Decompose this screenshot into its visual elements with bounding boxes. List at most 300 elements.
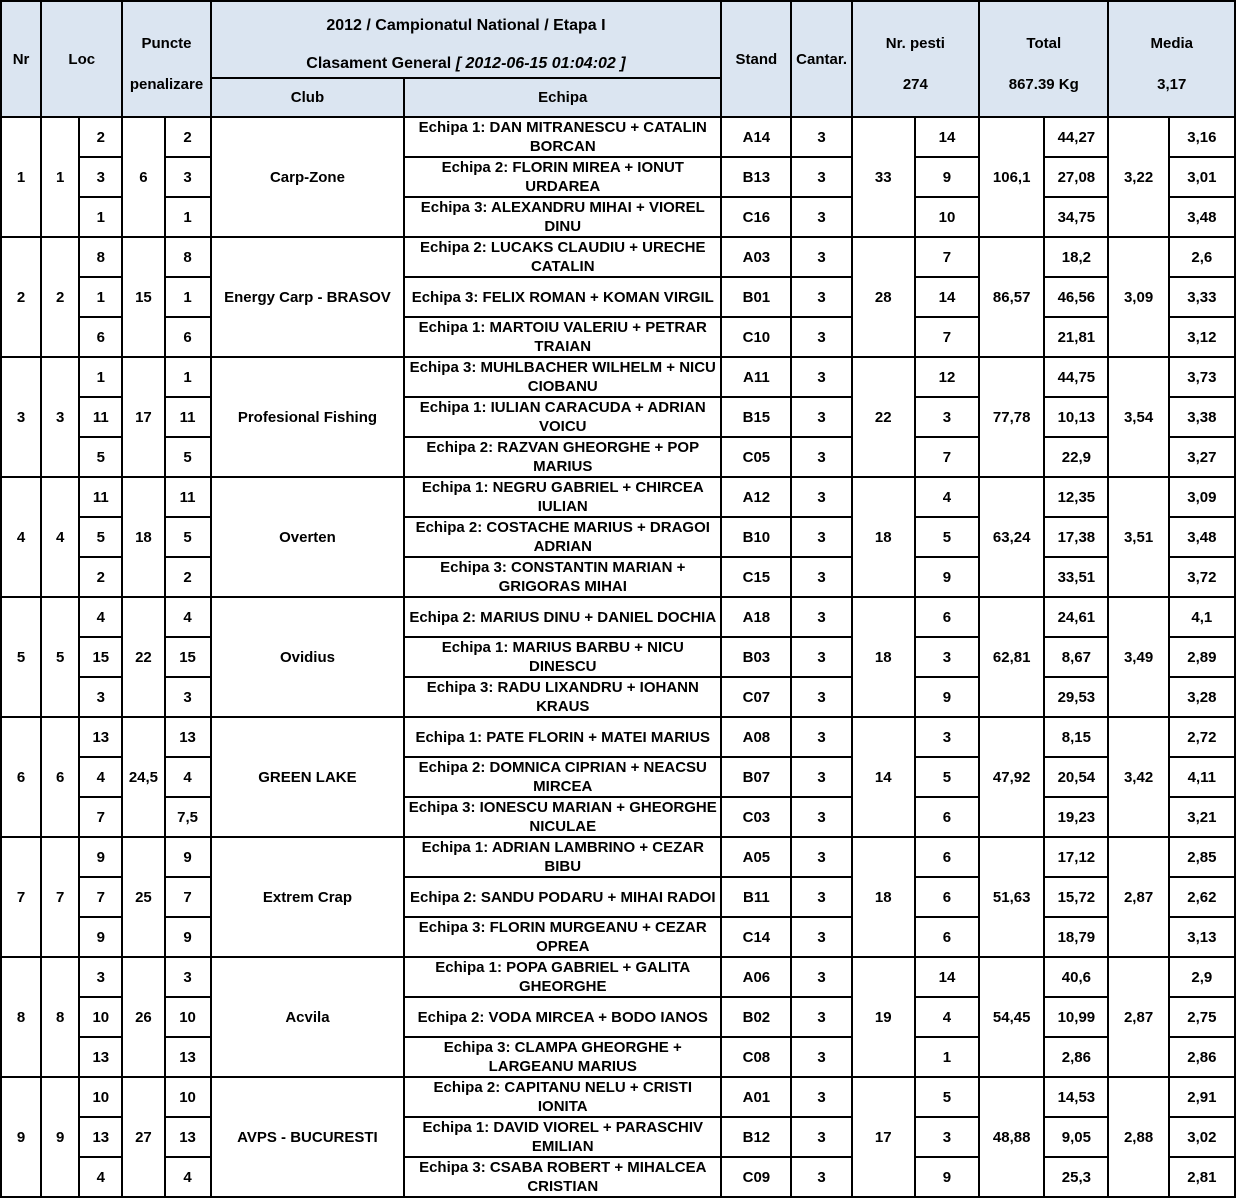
header-nr: Nr bbox=[1, 1, 41, 117]
nr-cell: 6 bbox=[1, 717, 41, 837]
media-group-cell: 3,09 bbox=[1108, 237, 1168, 357]
cantar-cell: 3 bbox=[791, 197, 851, 237]
media-group-cell: 3,22 bbox=[1108, 117, 1168, 237]
loc-team-cell: 13 bbox=[79, 1037, 122, 1077]
echipa-cell: Echipa 2: MARIUS DINU + DANIEL DOCHIA bbox=[404, 597, 721, 637]
penalizare-team-cell: 1 bbox=[165, 357, 211, 397]
loc-team-cell: 15 bbox=[79, 637, 122, 677]
loc-team-cell: 9 bbox=[79, 917, 122, 957]
stand-cell: B02 bbox=[721, 997, 791, 1037]
stand-cell: A14 bbox=[721, 117, 791, 157]
header-puncte-line1: Puncte bbox=[141, 35, 192, 52]
total-group-cell: 51,63 bbox=[979, 837, 1044, 957]
total-team-cell: 46,56 bbox=[1044, 277, 1108, 317]
stand-cell: C14 bbox=[721, 917, 791, 957]
pesti-team-cell: 3 bbox=[915, 1117, 979, 1157]
media-group-cell: 2,88 bbox=[1108, 1077, 1168, 1197]
penalizare-team-cell: 3 bbox=[165, 957, 211, 997]
echipa-cell: Echipa 2: SANDU PODARU + MIHAI RADOI bbox=[404, 877, 721, 917]
media-team-cell: 3,38 bbox=[1169, 397, 1235, 437]
loc-team-cell: 3 bbox=[79, 677, 122, 717]
team-row bbox=[1, 157, 1235, 197]
penalizare-team-cell: 13 bbox=[165, 717, 211, 757]
cantar-cell: 3 bbox=[791, 477, 851, 517]
media-team-cell: 3,01 bbox=[1169, 157, 1235, 197]
cantar-cell: 3 bbox=[791, 677, 851, 717]
header-nr-pesti-value: 274 bbox=[902, 76, 928, 93]
loc-team-cell: 13 bbox=[79, 1117, 122, 1157]
penalizare-group-cell: 17 bbox=[122, 357, 164, 477]
table-header bbox=[1, 1, 1235, 117]
title-clasament bbox=[214, 55, 719, 72]
team-row bbox=[1, 437, 1235, 477]
echipa-cell: Echipa 1: DAVID VIOREL + PARASCHIV EMILIAN bbox=[404, 1117, 721, 1157]
stand-cell: A05 bbox=[721, 837, 791, 877]
cantar-cell: 3 bbox=[791, 837, 851, 877]
pesti-team-cell: 9 bbox=[915, 677, 979, 717]
loc-team-cell: 4 bbox=[79, 597, 122, 637]
echipa-cell: Echipa 2: LUCAKS CLAUDIU + URECHE CATALIN bbox=[404, 237, 721, 277]
penalizare-team-cell: 4 bbox=[165, 1157, 211, 1197]
echipa-cell: Echipa 1: POPA GABRIEL + GALITA GHEORGHE bbox=[404, 957, 721, 997]
pesti-team-cell: 5 bbox=[915, 757, 979, 797]
stand-cell: A08 bbox=[721, 717, 791, 757]
cantar-cell: 3 bbox=[791, 557, 851, 597]
cantar-cell: 3 bbox=[791, 877, 851, 917]
team-row bbox=[1, 277, 1235, 317]
nr-cell: 3 bbox=[1, 357, 41, 477]
team-row bbox=[1, 837, 1235, 877]
club-cell: Acvila bbox=[211, 957, 405, 1077]
loc-group-cell: 5 bbox=[41, 597, 79, 717]
echipa-cell: Echipa 1: IULIAN CARACUDA + ADRIAN VOICU bbox=[404, 397, 721, 437]
total-team-cell: 10,99 bbox=[1044, 997, 1108, 1037]
stand-cell: A12 bbox=[721, 477, 791, 517]
pesti-team-cell: 4 bbox=[915, 477, 979, 517]
echipa-cell: Echipa 2: VODA MIRCEA + BODO IANOS bbox=[404, 997, 721, 1037]
loc-team-cell: 7 bbox=[79, 877, 122, 917]
penalizare-team-cell: 11 bbox=[165, 477, 211, 517]
penalizare-team-cell: 5 bbox=[165, 437, 211, 477]
pesti-team-cell: 6 bbox=[915, 877, 979, 917]
echipa-cell: Echipa 1: PATE FLORIN + MATEI MARIUS bbox=[404, 717, 721, 757]
penalizare-team-cell: 13 bbox=[165, 1037, 211, 1077]
pesti-team-cell: 14 bbox=[915, 957, 979, 997]
total-team-cell: 12,35 bbox=[1044, 477, 1108, 517]
penalizare-team-cell: 1 bbox=[165, 277, 211, 317]
cantar-cell: 3 bbox=[791, 397, 851, 437]
club-cell: AVPS - BUCURESTI bbox=[211, 1077, 405, 1197]
loc-group-cell: 1 bbox=[41, 117, 79, 237]
penalizare-team-cell: 5 bbox=[165, 517, 211, 557]
media-team-cell: 3,28 bbox=[1169, 677, 1235, 717]
media-team-cell: 3,13 bbox=[1169, 917, 1235, 957]
pesti-team-cell: 6 bbox=[915, 797, 979, 837]
penalizare-group-cell: 26 bbox=[122, 957, 164, 1077]
loc-group-cell: 8 bbox=[41, 957, 79, 1077]
echipa-cell: Echipa 1: DAN MITRANESCU + CATALIN BORCAN bbox=[404, 117, 721, 157]
cantar-cell: 3 bbox=[791, 997, 851, 1037]
team-row bbox=[1, 1037, 1235, 1077]
total-team-cell: 8,67 bbox=[1044, 637, 1108, 677]
total-group-cell: 106,1 bbox=[979, 117, 1044, 237]
penalizare-group-cell: 24,5 bbox=[122, 717, 164, 837]
header-media-label: Media bbox=[1150, 35, 1193, 52]
loc-team-cell: 6 bbox=[79, 317, 122, 357]
total-team-cell: 40,6 bbox=[1044, 957, 1108, 997]
total-team-cell: 15,72 bbox=[1044, 877, 1108, 917]
pesti-team-cell: 9 bbox=[915, 157, 979, 197]
cantar-cell: 3 bbox=[791, 517, 851, 557]
total-group-cell: 77,78 bbox=[979, 357, 1044, 477]
media-team-cell: 2,72 bbox=[1169, 717, 1235, 757]
penalizare-team-cell: 2 bbox=[165, 557, 211, 597]
header-total-value: 867.39 Kg bbox=[1008, 76, 1079, 93]
cantar-cell: 3 bbox=[791, 757, 851, 797]
total-team-cell: 29,53 bbox=[1044, 677, 1108, 717]
team-row bbox=[1, 477, 1235, 517]
cantar-cell: 3 bbox=[791, 1077, 851, 1117]
club-cell: Energy Carp - BRASOV bbox=[211, 237, 405, 357]
penalizare-team-cell: 7,5 bbox=[165, 797, 211, 837]
penalizare-team-cell: 3 bbox=[165, 157, 211, 197]
media-team-cell: 4,1 bbox=[1169, 597, 1235, 637]
pesti-group-cell: 33 bbox=[852, 117, 915, 237]
media-team-cell: 2,6 bbox=[1169, 237, 1235, 277]
echipa-cell: Echipa 3: CLAMPA GHEORGHE + LARGEANU MARIUS bbox=[404, 1037, 721, 1077]
pesti-team-cell: 5 bbox=[915, 517, 979, 557]
loc-team-cell: 7 bbox=[79, 797, 122, 837]
cantar-cell: 3 bbox=[791, 1037, 851, 1077]
nr-cell: 5 bbox=[1, 597, 41, 717]
loc-team-cell: 3 bbox=[79, 957, 122, 997]
team-row bbox=[1, 517, 1235, 557]
loc-team-cell: 2 bbox=[79, 117, 122, 157]
echipa-cell: Echipa 1: MARTOIU VALERIU + PETRAR TRAIAN bbox=[404, 317, 721, 357]
media-team-cell: 3,33 bbox=[1169, 277, 1235, 317]
team-row bbox=[1, 237, 1235, 277]
pesti-team-cell: 10 bbox=[915, 197, 979, 237]
stand-cell: B12 bbox=[721, 1117, 791, 1157]
stand-cell: C05 bbox=[721, 437, 791, 477]
media-group-cell: 2,87 bbox=[1108, 957, 1168, 1077]
penalizare-team-cell: 4 bbox=[165, 597, 211, 637]
media-team-cell: 3,21 bbox=[1169, 797, 1235, 837]
echipa-cell: Echipa 3: IONESCU MARIAN + GHEORGHE NICULAE bbox=[404, 797, 721, 837]
total-group-cell: 54,45 bbox=[979, 957, 1044, 1077]
penalizare-team-cell: 10 bbox=[165, 1077, 211, 1117]
media-team-cell: 3,73 bbox=[1169, 357, 1235, 397]
media-team-cell: 2,86 bbox=[1169, 1037, 1235, 1077]
stand-cell: C15 bbox=[721, 557, 791, 597]
penalizare-group-cell: 6 bbox=[122, 117, 164, 237]
penalizare-team-cell: 8 bbox=[165, 237, 211, 277]
media-team-cell: 3,48 bbox=[1169, 517, 1235, 557]
team-row bbox=[1, 1117, 1235, 1157]
header-media bbox=[1108, 1, 1235, 117]
header-media-value: 3,17 bbox=[1157, 76, 1187, 93]
stand-cell: B10 bbox=[721, 517, 791, 557]
header-puncte-line2: penalizare bbox=[129, 76, 204, 93]
pesti-team-cell: 1 bbox=[915, 1037, 979, 1077]
club-cell: Overten bbox=[211, 477, 405, 597]
pesti-team-cell: 6 bbox=[915, 917, 979, 957]
penalizare-team-cell: 3 bbox=[165, 677, 211, 717]
penalizare-team-cell: 9 bbox=[165, 917, 211, 957]
loc-group-cell: 9 bbox=[41, 1077, 79, 1197]
stand-cell: C10 bbox=[721, 317, 791, 357]
nr-cell: 2 bbox=[1, 237, 41, 357]
media-team-cell: 3,09 bbox=[1169, 477, 1235, 517]
media-group-cell: 3,54 bbox=[1108, 357, 1168, 477]
media-team-cell: 2,81 bbox=[1169, 1157, 1235, 1197]
total-group-cell: 86,57 bbox=[979, 237, 1044, 357]
header-loc: Loc bbox=[41, 1, 122, 117]
media-team-cell: 3,72 bbox=[1169, 557, 1235, 597]
pesti-team-cell: 3 bbox=[915, 637, 979, 677]
header-nr-pesti bbox=[852, 1, 979, 117]
total-team-cell: 34,75 bbox=[1044, 197, 1108, 237]
pesti-team-cell: 9 bbox=[915, 557, 979, 597]
media-team-cell: 2,62 bbox=[1169, 877, 1235, 917]
team-row bbox=[1, 717, 1235, 757]
loc-team-cell: 9 bbox=[79, 837, 122, 877]
echipa-cell: Echipa 2: RAZVAN GHEORGHE + POP MARIUS bbox=[404, 437, 721, 477]
loc-team-cell: 1 bbox=[79, 197, 122, 237]
cantar-cell: 3 bbox=[791, 717, 851, 757]
total-team-cell: 22,9 bbox=[1044, 437, 1108, 477]
team-row bbox=[1, 917, 1235, 957]
cantar-cell: 3 bbox=[791, 597, 851, 637]
pesti-group-cell: 28 bbox=[852, 237, 915, 357]
echipa-cell: Echipa 3: FLORIN MURGEANU + CEZAR OPREA bbox=[404, 917, 721, 957]
cantar-cell: 3 bbox=[791, 437, 851, 477]
media-team-cell: 4,11 bbox=[1169, 757, 1235, 797]
stand-cell: B11 bbox=[721, 877, 791, 917]
echipa-cell: Echipa 3: MUHLBACHER WILHELM + NICU CIOBANU bbox=[404, 357, 721, 397]
penalizare-group-cell: 18 bbox=[122, 477, 164, 597]
total-team-cell: 17,12 bbox=[1044, 837, 1108, 877]
cantar-cell: 3 bbox=[791, 1157, 851, 1197]
echipa-cell: Echipa 2: DOMNICA CIPRIAN + NEACSU MIRCEA bbox=[404, 757, 721, 797]
pesti-team-cell: 6 bbox=[915, 597, 979, 637]
pesti-group-cell: 14 bbox=[852, 717, 915, 837]
pesti-team-cell: 7 bbox=[915, 437, 979, 477]
media-team-cell: 3,12 bbox=[1169, 317, 1235, 357]
echipa-cell: Echipa 3: CONSTANTIN MARIAN + GRIGORAS MIHAI bbox=[404, 557, 721, 597]
penalizare-team-cell: 10 bbox=[165, 997, 211, 1037]
echipa-cell: Echipa 2: CAPITANU NELU + CRISTI IONITA bbox=[404, 1077, 721, 1117]
total-team-cell: 44,27 bbox=[1044, 117, 1108, 157]
pesti-group-cell: 18 bbox=[852, 597, 915, 717]
team-row bbox=[1, 637, 1235, 677]
pesti-team-cell: 3 bbox=[915, 397, 979, 437]
loc-team-cell: 4 bbox=[79, 1157, 122, 1197]
stand-cell: C09 bbox=[721, 1157, 791, 1197]
media-group-cell: 3,42 bbox=[1108, 717, 1168, 837]
total-team-cell: 21,81 bbox=[1044, 317, 1108, 357]
team-row bbox=[1, 317, 1235, 357]
nr-cell: 8 bbox=[1, 957, 41, 1077]
stand-cell: C03 bbox=[721, 797, 791, 837]
cantar-cell: 3 bbox=[791, 277, 851, 317]
loc-group-cell: 2 bbox=[41, 237, 79, 357]
penalizare-team-cell: 7 bbox=[165, 877, 211, 917]
echipa-cell: Echipa 3: FELIX ROMAN + KOMAN VIRGIL bbox=[404, 277, 721, 317]
pesti-team-cell: 9 bbox=[915, 1157, 979, 1197]
loc-team-cell: 2 bbox=[79, 557, 122, 597]
stand-cell: B15 bbox=[721, 397, 791, 437]
cantar-cell: 3 bbox=[791, 637, 851, 677]
pesti-group-cell: 18 bbox=[852, 477, 915, 597]
loc-team-cell: 11 bbox=[79, 397, 122, 437]
loc-team-cell: 13 bbox=[79, 717, 122, 757]
cantar-cell: 3 bbox=[791, 317, 851, 357]
loc-team-cell: 5 bbox=[79, 517, 122, 557]
media-team-cell: 3,27 bbox=[1169, 437, 1235, 477]
penalizare-team-cell: 6 bbox=[165, 317, 211, 357]
pesti-team-cell: 12 bbox=[915, 357, 979, 397]
pesti-group-cell: 18 bbox=[852, 837, 915, 957]
stand-cell: B07 bbox=[721, 757, 791, 797]
team-row bbox=[1, 757, 1235, 797]
stand-cell: A03 bbox=[721, 237, 791, 277]
title-date: [ 2012-06-15 01:04:02 ] bbox=[455, 55, 626, 72]
header-stand: Stand bbox=[721, 1, 791, 117]
pesti-group-cell: 22 bbox=[852, 357, 915, 477]
loc-team-cell: 4 bbox=[79, 757, 122, 797]
cantar-cell: 3 bbox=[791, 957, 851, 997]
cantar-cell: 3 bbox=[791, 357, 851, 397]
total-team-cell: 18,2 bbox=[1044, 237, 1108, 277]
team-row bbox=[1, 597, 1235, 637]
team-row bbox=[1, 677, 1235, 717]
penalizare-group-cell: 15 bbox=[122, 237, 164, 357]
pesti-group-cell: 19 bbox=[852, 957, 915, 1077]
total-team-cell: 27,08 bbox=[1044, 157, 1108, 197]
header-puncte-penalizare bbox=[122, 1, 210, 117]
pesti-team-cell: 7 bbox=[915, 237, 979, 277]
pesti-team-cell: 7 bbox=[915, 317, 979, 357]
stand-cell: A18 bbox=[721, 597, 791, 637]
title-clasament-prefix: Clasament General bbox=[306, 55, 456, 72]
header-nr-pesti-label: Nr. pesti bbox=[885, 35, 945, 52]
media-group-cell: 3,49 bbox=[1108, 597, 1168, 717]
loc-team-cell: 8 bbox=[79, 237, 122, 277]
header-club: Club bbox=[211, 78, 405, 117]
team-row bbox=[1, 357, 1235, 397]
team-row bbox=[1, 397, 1235, 437]
header-cantar: Cantar. bbox=[791, 1, 851, 117]
club-cell: Extrem Crap bbox=[211, 837, 405, 957]
cantar-cell: 3 bbox=[791, 157, 851, 197]
echipa-cell: Echipa 3: ALEXANDRU MIHAI + VIOREL DINU bbox=[404, 197, 721, 237]
nr-cell: 4 bbox=[1, 477, 41, 597]
header-total-label: Total bbox=[1026, 35, 1062, 52]
pesti-team-cell: 14 bbox=[915, 277, 979, 317]
team-row bbox=[1, 1157, 1235, 1197]
loc-team-cell: 1 bbox=[79, 357, 122, 397]
club-cell: Ovidius bbox=[211, 597, 405, 717]
penalizare-team-cell: 15 bbox=[165, 637, 211, 677]
stand-cell: B03 bbox=[721, 637, 791, 677]
total-team-cell: 8,15 bbox=[1044, 717, 1108, 757]
total-group-cell: 62,81 bbox=[979, 597, 1044, 717]
loc-team-cell: 10 bbox=[79, 997, 122, 1037]
penalizare-team-cell: 13 bbox=[165, 1117, 211, 1157]
total-team-cell: 33,51 bbox=[1044, 557, 1108, 597]
stand-cell: B13 bbox=[721, 157, 791, 197]
stand-cell: A11 bbox=[721, 357, 791, 397]
media-team-cell: 2,85 bbox=[1169, 837, 1235, 877]
media-group-cell: 3,51 bbox=[1108, 477, 1168, 597]
team-row bbox=[1, 997, 1235, 1037]
pesti-group-cell: 17 bbox=[852, 1077, 915, 1197]
total-team-cell: 20,54 bbox=[1044, 757, 1108, 797]
team-row bbox=[1, 557, 1235, 597]
echipa-cell: Echipa 1: NEGRU GABRIEL + CHIRCEA IULIAN bbox=[404, 477, 721, 517]
loc-group-cell: 3 bbox=[41, 357, 79, 477]
team-row bbox=[1, 197, 1235, 237]
stand-cell: C07 bbox=[721, 677, 791, 717]
stand-cell: C16 bbox=[721, 197, 791, 237]
penalizare-team-cell: 9 bbox=[165, 837, 211, 877]
nr-cell: 7 bbox=[1, 837, 41, 957]
header-echipa: Echipa bbox=[404, 78, 721, 117]
penalizare-team-cell: 2 bbox=[165, 117, 211, 157]
penalizare-group-cell: 25 bbox=[122, 837, 164, 957]
header-title bbox=[211, 1, 722, 78]
media-team-cell: 3,16 bbox=[1169, 117, 1235, 157]
title-competition: 2012 / Campionatul National / Etapa I bbox=[326, 17, 606, 34]
loc-team-cell: 1 bbox=[79, 277, 122, 317]
team-row bbox=[1, 1077, 1235, 1117]
pesti-team-cell: 14 bbox=[915, 117, 979, 157]
total-team-cell: 19,23 bbox=[1044, 797, 1108, 837]
loc-group-cell: 7 bbox=[41, 837, 79, 957]
stand-cell: B01 bbox=[721, 277, 791, 317]
echipa-cell: Echipa 3: CSABA ROBERT + MIHALCEA CRISTIAN bbox=[404, 1157, 721, 1197]
team-row bbox=[1, 957, 1235, 997]
stand-cell: C08 bbox=[721, 1037, 791, 1077]
club-cell: Carp-Zone bbox=[211, 117, 405, 237]
club-cell: GREEN LAKE bbox=[211, 717, 405, 837]
total-team-cell: 44,75 bbox=[1044, 357, 1108, 397]
team-row bbox=[1, 117, 1235, 157]
team-row bbox=[1, 797, 1235, 837]
echipa-cell: Echipa 2: FLORIN MIREA + IONUT URDAREA bbox=[404, 157, 721, 197]
total-team-cell: 18,79 bbox=[1044, 917, 1108, 957]
stand-cell: A01 bbox=[721, 1077, 791, 1117]
pesti-team-cell: 6 bbox=[915, 837, 979, 877]
penalizare-team-cell: 1 bbox=[165, 197, 211, 237]
loc-team-cell: 10 bbox=[79, 1077, 122, 1117]
media-group-cell: 2,87 bbox=[1108, 837, 1168, 957]
penalizare-group-cell: 22 bbox=[122, 597, 164, 717]
total-group-cell: 48,88 bbox=[979, 1077, 1044, 1197]
nr-cell: 1 bbox=[1, 117, 41, 237]
pesti-team-cell: 4 bbox=[915, 997, 979, 1037]
total-team-cell: 25,3 bbox=[1044, 1157, 1108, 1197]
media-team-cell: 3,02 bbox=[1169, 1117, 1235, 1157]
loc-group-cell: 6 bbox=[41, 717, 79, 837]
cantar-cell: 3 bbox=[791, 917, 851, 957]
total-team-cell: 17,38 bbox=[1044, 517, 1108, 557]
header-total bbox=[979, 1, 1108, 117]
total-team-cell: 9,05 bbox=[1044, 1117, 1108, 1157]
echipa-cell: Echipa 2: COSTACHE MARIUS + DRAGOI ADRIAN bbox=[404, 517, 721, 557]
team-row bbox=[1, 877, 1235, 917]
